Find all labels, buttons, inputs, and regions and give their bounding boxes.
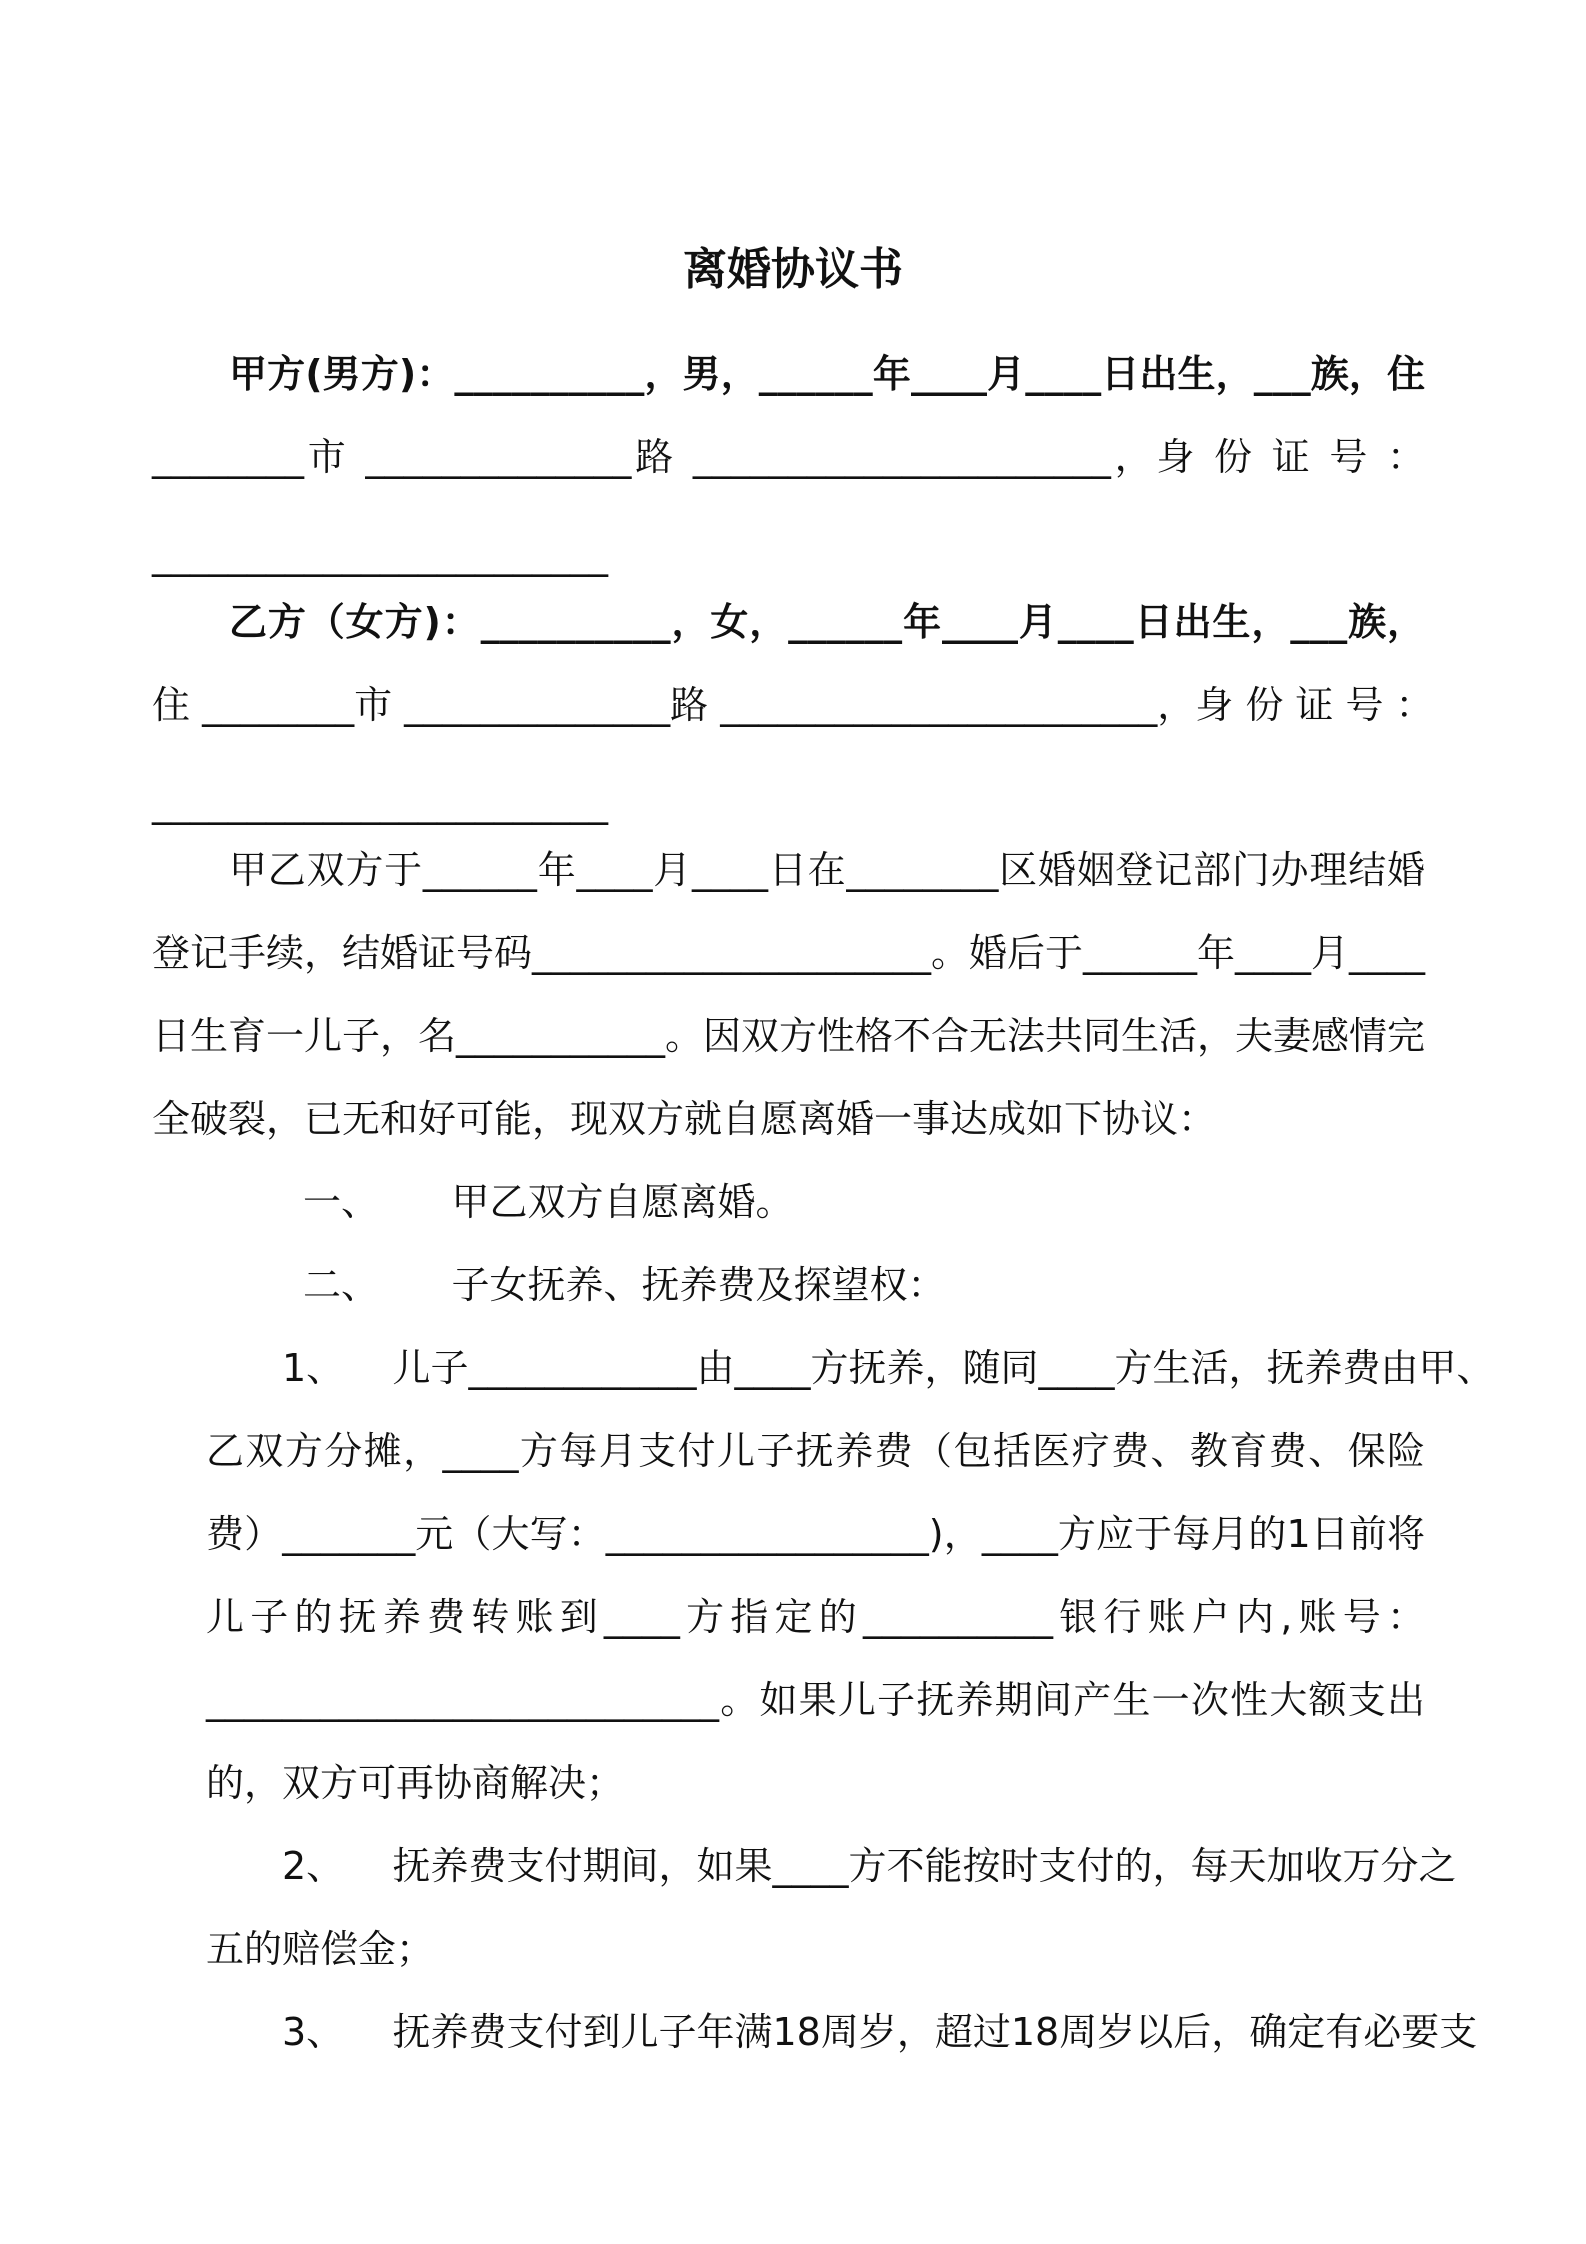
marriage-paragraph-line-3: 日生育一儿子，名___________。因双方性格不合无法共同生活，夫妻感情完: [152, 1014, 1426, 1058]
item-1-line-5: ___________________________。如果儿子抚养期间产生一次性大额支出: [206, 1678, 1425, 1722]
item-2-line-1: 2、 抚养费支付期间，如果____方不能按时支付的，每天加收万分之: [282, 1844, 1457, 1888]
item-1-line-6: 的，双方可再协商解决；: [206, 1761, 625, 1805]
clause-one: 一、 甲乙双方自愿离婚。: [303, 1180, 794, 1224]
marriage-paragraph-line-1: 甲乙双方于______年____月____日在________区婚姻登记部门办理结婚: [229, 848, 1425, 892]
item-1-line-1: 1、 儿子____________由____方抚养，随同____方生活，抚养费由甲、: [282, 1346, 1495, 1390]
party-b-line-2: 住 ________市 ______________路 _______________________，身 份 证 号 ：: [152, 683, 1434, 727]
party-a-line-2: ________市 ______________路 ______________________，身 份 证 号 ：: [152, 435, 1425, 479]
item-1-line-3: 费）_______元（大写：_________________)，____方应于每月的1日前将: [206, 1512, 1425, 1556]
item-3-line-1: 3、 抚养费支付到儿子年满18周岁，超过18周岁以后，确定有必要支: [282, 2010, 1478, 2054]
item-1-line-2: 乙双方分摊，____方每月支付儿子抚养费（包括医疗费、教育费、保险: [206, 1429, 1425, 1473]
party-b-id-line: ________________________: [152, 781, 608, 825]
item-2-line-2: 五的赔偿金；: [206, 1927, 435, 1971]
party-b-line-1: 乙方（女方)：__________，女，______年____月____日出生，___族，: [229, 600, 1425, 644]
clause-two: 二、 子女抚养、抚养费及探望权：: [303, 1263, 946, 1307]
marriage-paragraph-line-4: 全破裂，已无和好可能，现双方就自愿离婚一事达成如下协议：: [152, 1097, 1217, 1141]
item-1-line-4: 儿子的抚养费转账到____方指定的__________银行账户内,账号：: [206, 1595, 1425, 1639]
document-title: 离婚协议书: [683, 244, 903, 295]
marriage-paragraph-line-2: 登记手续，结婚证号码_____________________。婚后于______年____月____: [152, 931, 1426, 975]
party-a-id-line: ________________________: [152, 533, 608, 577]
party-a-line-1: 甲方(男方)：__________，男，______年____月____日出生，___族，住: [229, 352, 1425, 396]
